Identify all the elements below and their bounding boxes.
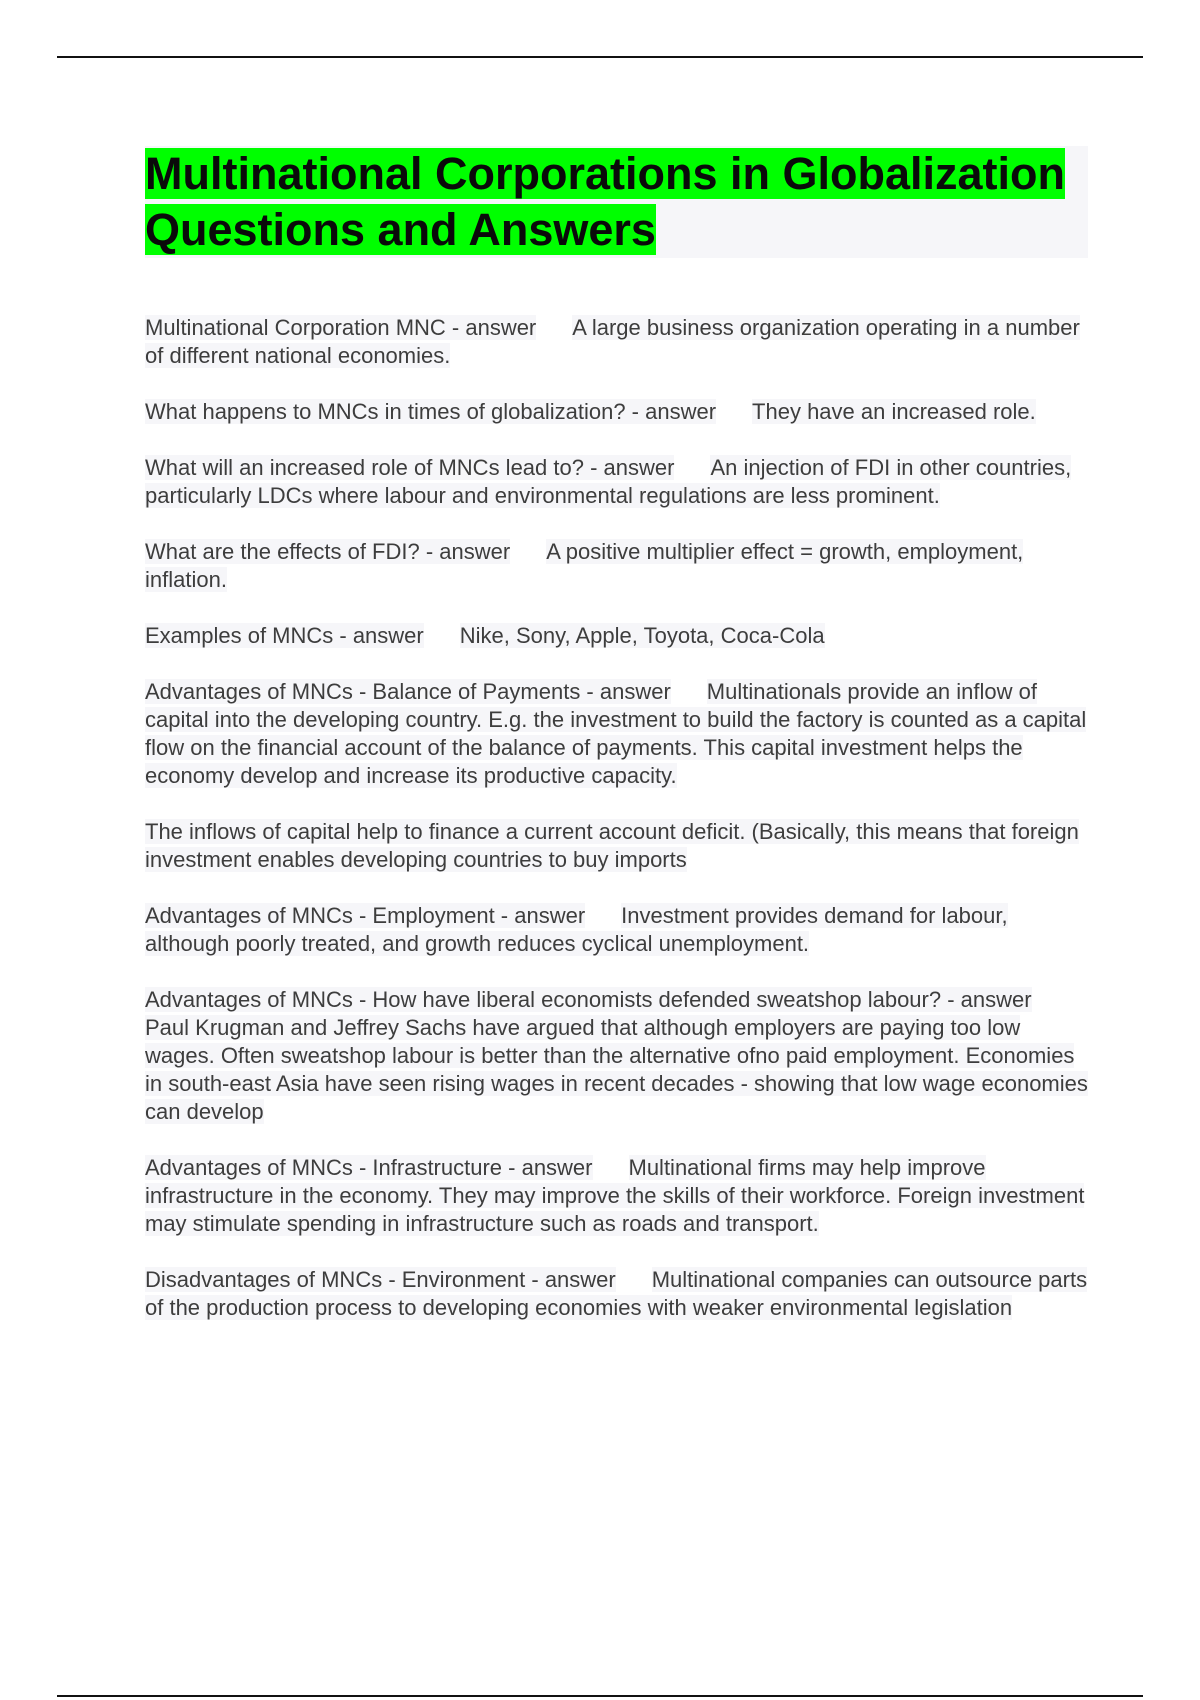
qa-question: Examples of MNCs - answer [145, 623, 424, 648]
qa-list [145, 314, 1088, 1322]
qa-question: What happens to MNCs in times of globalization? - answer [145, 399, 717, 424]
qa-item [145, 314, 1088, 370]
qa-question: Disadvantages of MNCs - Environment - answer [145, 1267, 616, 1292]
qa-answer: An injection of FDI in other countries, particularly LDCs where labour and environmental regulations are less prominent. [145, 455, 1072, 508]
qa-item [145, 538, 1088, 594]
qa-item [145, 454, 1088, 510]
qa-question: Advantages of MNCs - Infrastructure - answer [145, 1155, 593, 1180]
qa-answer: Multinational firms may help improve infrastructure in the economy. They may improve the skills of their workforce. Foreign investment may stimulate spending in infrastructure such as roads and transport. [145, 1155, 1085, 1236]
top-rule [57, 56, 1143, 58]
qa-item [145, 398, 1088, 426]
qa-item [145, 1154, 1088, 1238]
qa-question: What will an increased role of MNCs lead to? - answer [145, 455, 675, 480]
qa-item-continuation [145, 818, 1088, 874]
qa-item [145, 678, 1088, 790]
qa-answer: Multinationals provide an inflow of capital into the developing country. E.g. the investment to build the factory is counted as a capital flow on the financial account of the balance of payments. This capital investment helps the economy develop and increase its productive capacity. [145, 679, 1087, 788]
qa-answer: Multinational companies can outsource parts of the production process to developing economies with weaker environmental legislation [145, 1267, 1088, 1320]
qa-item [145, 902, 1088, 958]
qa-answer: A large business organization operating in a number of different national economies. [145, 315, 1080, 368]
document-body [145, 146, 1088, 1350]
qa-answer: A positive multiplier effect = growth, employment, inflation. [145, 539, 1024, 592]
qa-answer: Nike, Sony, Apple, Toyota, Coca-Cola [459, 623, 825, 648]
title-highlight: Multinational Corporations in Globalization Questions and Answers [145, 148, 1065, 255]
qa-question: Advantages of MNCs - Employment - answer [145, 903, 586, 928]
document-title [145, 146, 1088, 258]
qa-question: Advantages of MNCs - Balance of Payments - answer [145, 679, 671, 704]
qa-question: Advantages of MNCs - How have liberal economists defended sweatshop labour? - answer [145, 987, 1032, 1012]
qa-question: What are the effects of FDI? - answer [145, 539, 511, 564]
title-block [145, 146, 1088, 258]
qa-question: Multinational Corporation MNC - answer [145, 315, 537, 340]
qa-answer: They have an increased role. [752, 399, 1036, 424]
qa-answer: The inflows of capital help to finance a current account deficit. (Basically, this means that foreign investment enables developing countries to buy imports [145, 819, 1079, 872]
qa-answer: Investment provides demand for labour, although poorly treated, and growth reduces cyclical unemployment. [145, 903, 1008, 956]
qa-item [145, 1266, 1088, 1322]
qa-answer: Paul Krugman and Jeffrey Sachs have argued that although employers are paying too low wages. Often sweatshop labour is better than the alternative ofno paid employment. Economies in south-east Asia have seen rising wages in recent decades - showing that low wage economies can develop [145, 1015, 1088, 1124]
qa-item [145, 986, 1088, 1126]
qa-item [145, 622, 1088, 650]
bottom-rule [57, 1695, 1143, 1697]
